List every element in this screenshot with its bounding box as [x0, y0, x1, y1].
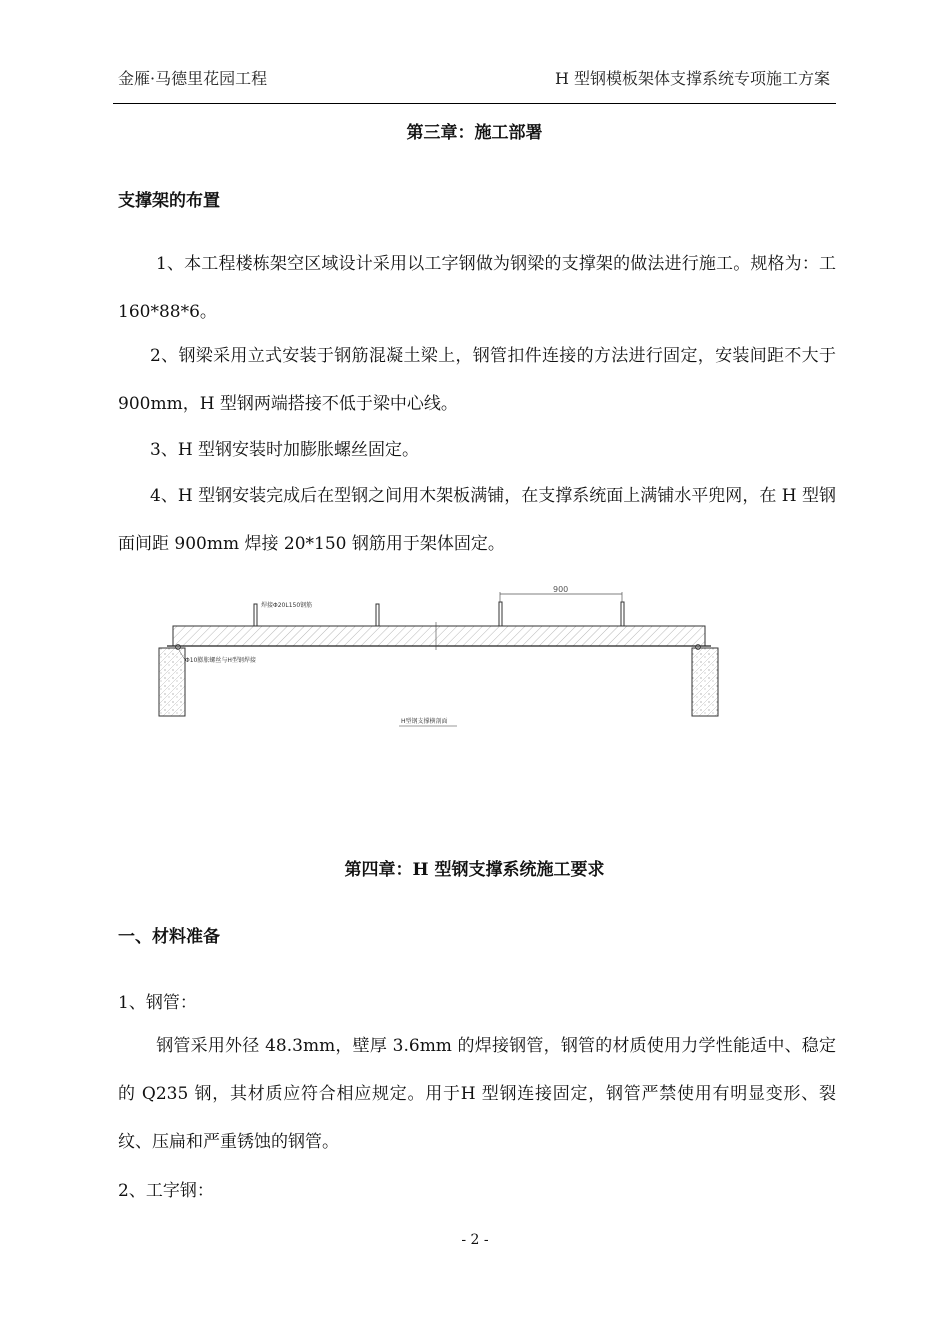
weld-rebar-label: 焊接Φ20L150钢筋 [261, 602, 313, 609]
materials-i-beam-heading: 2、工字钢： [118, 1181, 214, 1201]
header-divider [113, 103, 836, 104]
left-concrete-beam [159, 648, 185, 716]
chapter3-item-4: 4、H 型钢安装完成后在型钢之间用木架板满铺，在支撑系统面上满铺水平兜网，在 H 型钢面间距 900mm 焊接 20*150 钢筋用于架体固定。 [118, 486, 836, 554]
chapter3-item-2: 2、钢梁采用立式安装于钢筋混凝土梁上，钢管扣件连接的方法进行固定，安装间距不大于 900mm，H 型钢两端搭接不低于梁中心线。 [118, 346, 836, 414]
steel-pipe-paragraph: 钢管采用外径 48.3mm，壁厚 3.6mm 的焊接钢管，钢管的材质使用力学性能适中、稳定的 Q235 钢，其材质应符合相应规定。用于H 型钢连接固定，钢管严禁使用有明显变形、裂纹、压扁和严重锈蚀的钢管。 [118, 1036, 836, 1152]
chapter3-title: 第三章：施工部署 [406, 123, 543, 143]
chapter3-item-1: 1、本工程楼栋架空区域设计采用以工字钢做为钢梁的支撑架的做法进行施工。规格为：工 160*88*6。 [118, 254, 836, 322]
support-section-figure [155, 580, 725, 730]
chapter3-item-3: 3、H 型钢安装时加膨胀螺丝固定。 [150, 440, 420, 460]
h-steel-beam [167, 622, 711, 650]
materials-steel-pipe-heading: 1、钢管： [118, 993, 197, 1013]
right-concrete-beam [692, 648, 718, 716]
chapter3-section-heading: 支撑架的布置 [118, 191, 220, 211]
bolt-label: Φ10膨胀螺丝与H型钢焊接 [185, 657, 256, 664]
page-number: - 2 - [461, 1232, 489, 1248]
header-document-title: H 型钢模板架体支撑系统专项施工方案 [554, 69, 830, 88]
figure-caption: H型钢支撑横剖面 [401, 718, 448, 725]
chapter4-section-heading: 一、材料准备 [118, 927, 220, 947]
dimension-label: 900 [553, 585, 569, 594]
chapter4-title: 第四章：H 型钢支撑系统施工要求 [344, 860, 605, 880]
header-project-name: 金雁·马德里花园工程 [118, 69, 268, 88]
